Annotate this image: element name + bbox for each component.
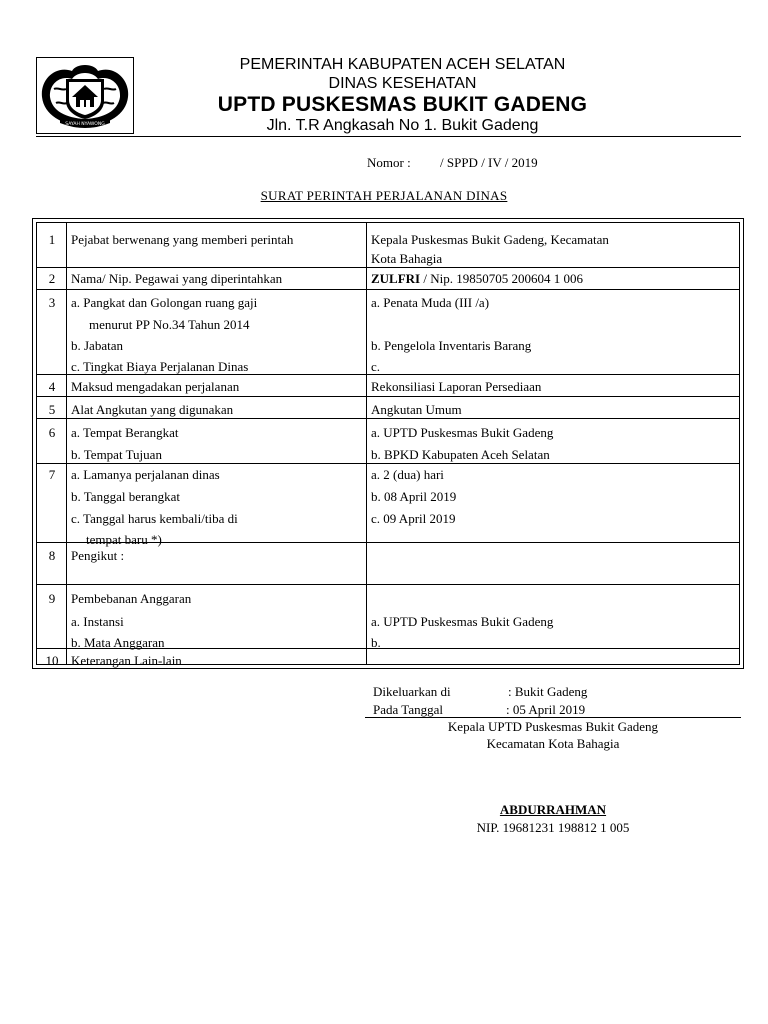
row-number: 10 (45, 653, 59, 668)
row-value: a. UPTD Puskesmas Bukit Gadeng (371, 425, 554, 440)
row-label: Pembebanan Anggaran (71, 591, 192, 606)
row-label: a. Tempat Berangkat (71, 425, 179, 440)
row-number: 9 (48, 591, 56, 606)
document-title: SURAT PERINTAH PERJALANAN DINAS (260, 188, 508, 203)
row-value: Kota Bahagia (371, 251, 443, 266)
row-label: b. Tanggal berangkat (71, 489, 180, 504)
row-number: 6 (48, 425, 56, 440)
row-number: 1 (48, 232, 56, 247)
row-label: b. Mata Anggaran (71, 635, 165, 650)
signatory-nip: NIP. 19681231 198812 1 005 (476, 820, 630, 835)
row-label: c. Tanggal harus kembali/tiba di (71, 511, 238, 526)
row-value: c. 09 April 2019 (371, 511, 456, 526)
row-divider (37, 396, 739, 397)
row-value: Angkutan Umum (371, 402, 462, 417)
row-label: b. Jabatan (71, 338, 123, 353)
logo-motto: SAYAH NYAWONG (65, 122, 105, 127)
row-label: b. Tempat Tujuan (71, 447, 162, 462)
row-label: Pengikut : (71, 548, 125, 563)
signatory-position: Kepala UPTD Puskesmas Bukit Gadeng (447, 719, 659, 734)
row-value: c. (371, 359, 381, 374)
table-inner-frame (36, 222, 740, 668)
institution-name: UPTD PUSKESMAS BUKIT GADENG (217, 93, 588, 116)
row-value: Kepala Puskesmas Bukit Gadeng, Kecamatan (371, 232, 609, 247)
employee-nip: / Nip. 19850705 200604 1 006 (420, 271, 583, 286)
row-label: Maksud mengadakan perjalanan (71, 379, 240, 394)
row-divider (37, 418, 739, 419)
row-label: Keterangan Lain-lain (71, 653, 182, 668)
row-value: b. 08 April 2019 (371, 489, 457, 504)
row-value: a. UPTD Puskesmas Bukit Gadeng (371, 614, 554, 629)
employee-name-nip (371, 271, 583, 287)
row-label: a. Lamanya perjalanan dinas (71, 467, 220, 482)
row-number: 5 (48, 402, 56, 417)
row-value: a. 2 (dua) hari (371, 467, 444, 482)
employee-name: ZULFRI (371, 271, 421, 286)
regional-emblem-icon (36, 57, 134, 134)
signatory-district: Kecamatan Kota Bahagia (486, 736, 620, 751)
row-number: 2 (48, 271, 56, 286)
row-label: c. Tingkat Biaya Perjalanan Dinas (71, 359, 249, 374)
institution-address: Jln. T.R Angkasah No 1. Bukit Gadeng (266, 117, 539, 134)
issued-place-value: : Bukit Gadeng (508, 684, 588, 699)
document-number-value: / SPPD / IV / 2019 (440, 155, 538, 170)
government-name: PEMERINTAH KABUPATEN ACEH SELATAN (239, 56, 566, 73)
row-label: Nama/ Nip. Pegawai yang diperintahkan (71, 271, 283, 286)
issued-place-label: Dikeluarkan di (373, 684, 451, 699)
row-number: 4 (48, 379, 56, 394)
row-value: b. Pengelola Inventaris Barang (371, 338, 532, 353)
row-value: b. BPKD Kabupaten Aceh Selatan (371, 447, 550, 462)
row-divider (37, 463, 739, 464)
issued-date-value: : 05 April 2019 (506, 702, 586, 717)
signatory-name: ABDURRAHMAN (499, 802, 607, 817)
row-divider (37, 267, 739, 268)
row-value: Rekonsiliasi Laporan Persediaan (371, 379, 542, 394)
row-number: 3 (48, 295, 56, 310)
row-label: Alat Angkutan yang digunakan (71, 402, 234, 417)
row-label: Pejabat berwenang yang memberi perintah (71, 232, 294, 247)
row-label: a. Pangkat dan Golongan ruang gaji (71, 295, 258, 310)
row-divider (37, 584, 739, 585)
row-divider (37, 289, 739, 290)
row-label: a. Instansi (71, 614, 124, 629)
row-number: 8 (48, 548, 56, 563)
issued-date-label: Pada Tanggal (373, 702, 443, 717)
document-number-label: Nomor : (367, 155, 411, 170)
row-label: tempat baru *) (86, 532, 162, 547)
travel-order-table (32, 218, 744, 669)
letterhead-divider (36, 136, 741, 137)
row-label: menurut PP No.34 Tahun 2014 (89, 317, 250, 332)
signature-divider (365, 717, 741, 718)
row-value: b. (371, 635, 381, 650)
department-name: DINAS KESEHATAN (328, 75, 477, 92)
row-number: 7 (48, 467, 56, 482)
row-value: a. Penata Muda (III /a) (371, 295, 490, 310)
